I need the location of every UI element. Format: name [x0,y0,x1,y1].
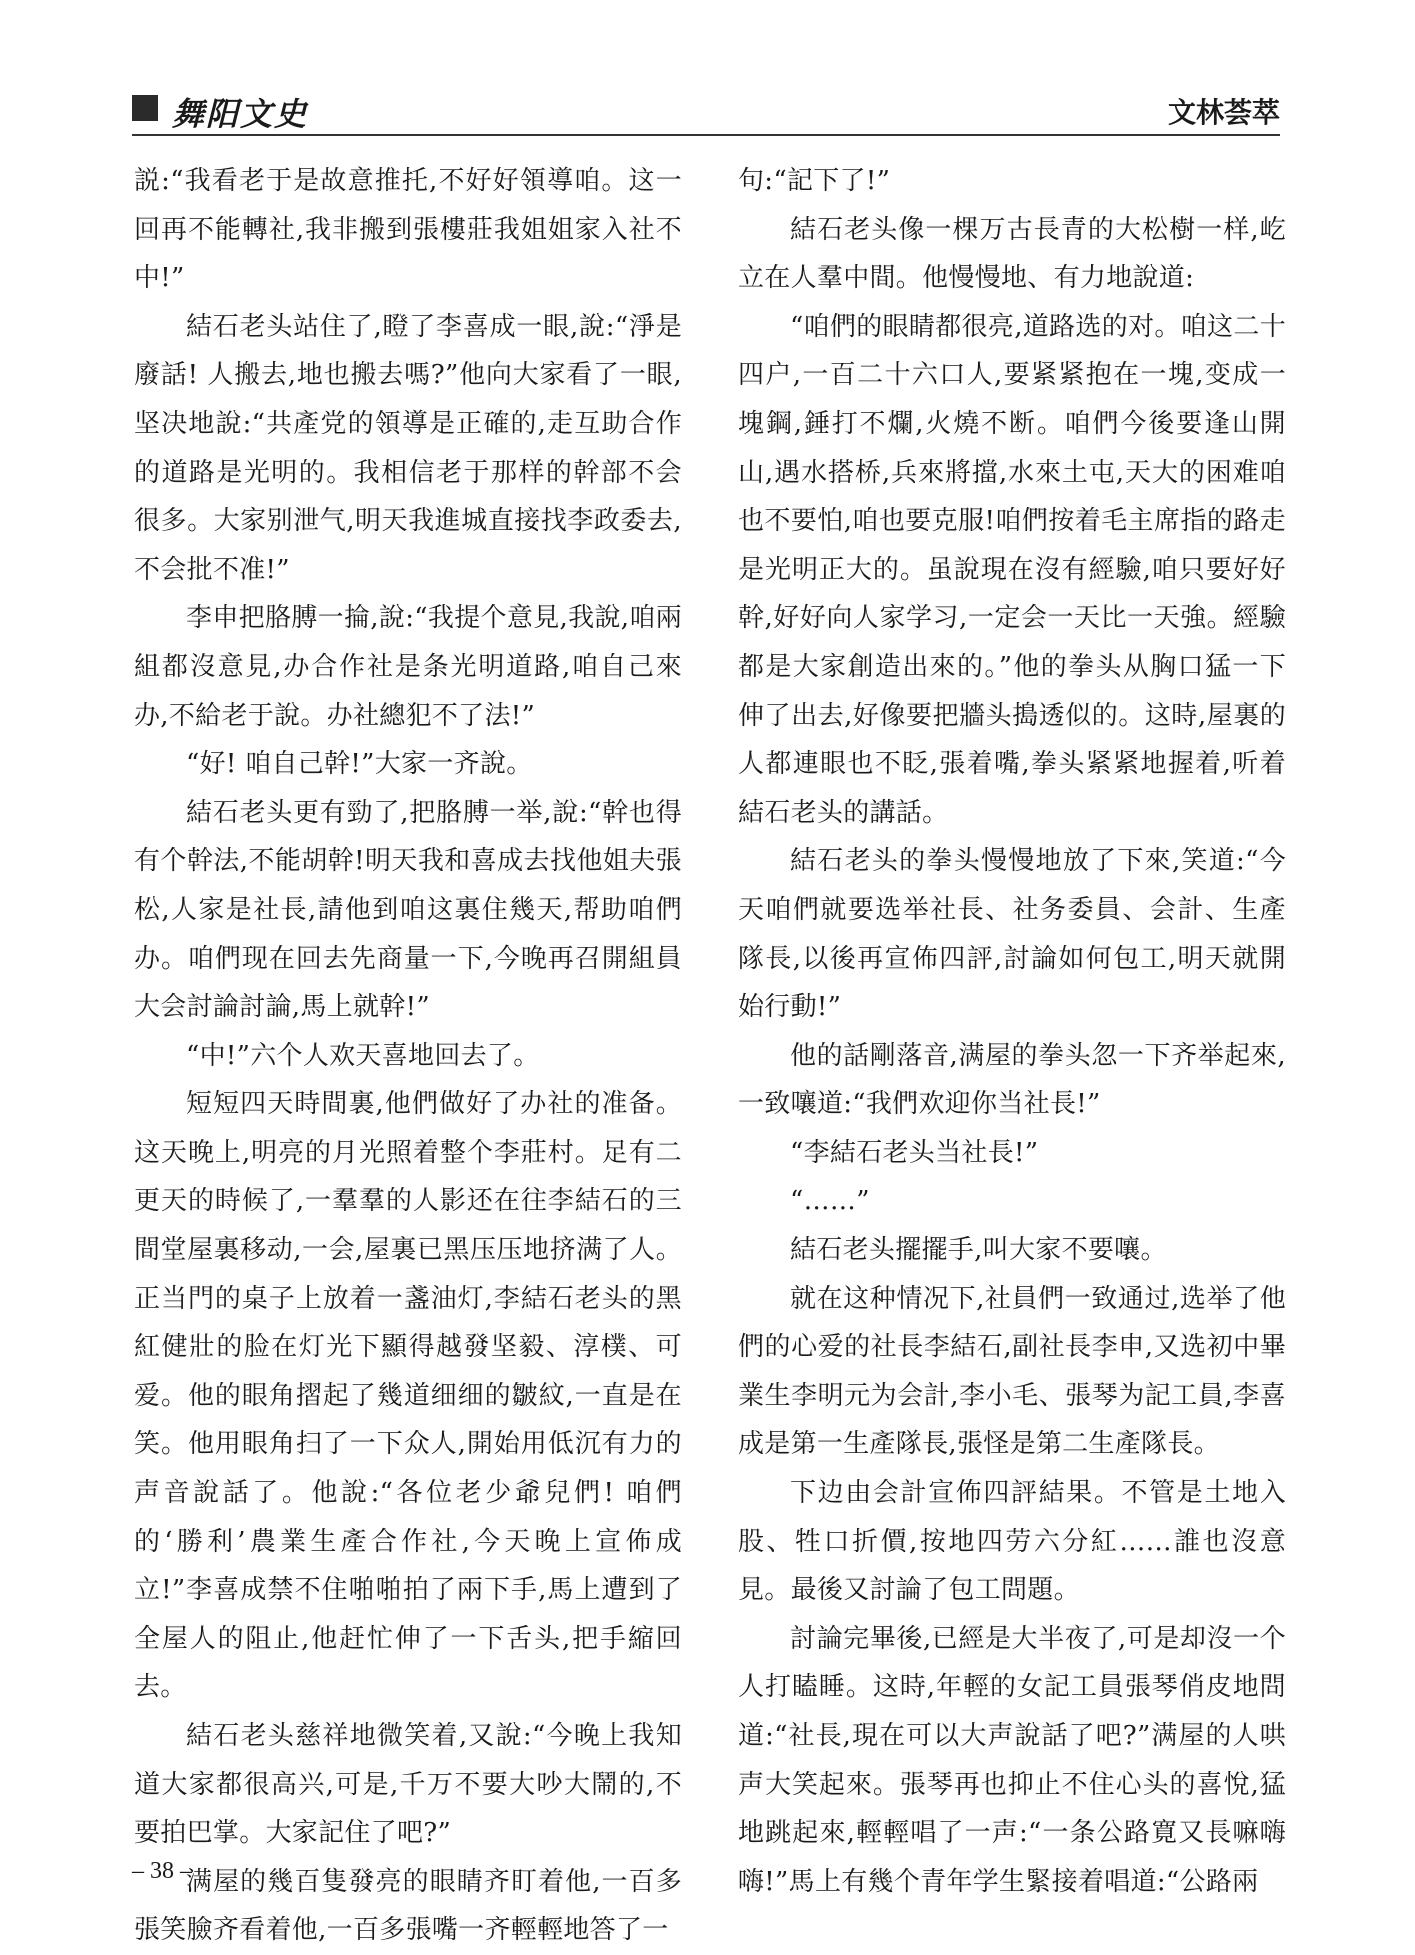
paragraph: 結石老头像一棵万古長青的大松樹一样,屹立在人羣中間。他慢慢地、有力地說道: [738,214,1286,294]
paragraph: 满屋的幾百隻發亮的眼睛齐盯着他,一百多張笑臉齐看着他,一百多張嘴一齐輕輕地答了一 [134,1866,682,1946]
paragraph: 結石老头擺擺手,叫大家不要嚷。 [790,1235,1167,1266]
paragraph: 句:“記下了!” [738,166,891,196]
paragraph: 結石老头的拳头慢慢地放了下來,笑道:“今天咱們就要选举社長、社务委員、会計、生產隊長,以後再宣佈四評,討論如何包工,明天就開始行動!” [738,846,1286,1023]
header-square-icon [132,95,158,121]
left-column [134,157,682,1955]
page-header [132,93,1280,133]
paragraph: “咱們的眼睛都很亮,道路选的对。咱这二十四户,一百二十六口人,要紧紧抱在一塊,变成一塊鋼,錘打不爛,火燒不断。咱們今後要逢山開山,遇水搭桥,兵來將擋,水來土屯,天大的困难咱也不要怕,咱也要克服!咱們按着毛主席指的路走是光明正大的。虽說現在沒有經驗,咱只要好好幹,好好向人家学习,一定会一天比一天強。經驗都是大家創造出來的。”他的拳头从胸口猛一下伸了出去,好像要把牆头搗透似的。这時,屋裏的人都連眼也不眨,張着嘴,拳头紧紧地握着,听着結石老头的講話。 [738,311,1286,828]
paragraph: 説:“我看老于是故意推托,不好好領導咱。这一回再不能轉社,我非搬到張樓莊我姐姐家入社不中!” [134,166,682,294]
paragraph: 短短四天時間裏,他們做好了办社的准备。这天晚上,明亮的月光照着整个李莊村。足有二更天的時候了,一羣羣的人影还在往李結石的三間堂屋裏移动,一会,屋裏已黑压压地挤满了人。正当門的桌子上放着一盞油灯,李結石老头的黑紅健壯的脸在灯光下顯得越發坚毅、淳樸、可爱。他的眼角摺起了幾道细细的皺紋,一直是在笑。他用眼角扫了一下众人,開始用低沉有力的声音說話了。他說:“各位老少爺兒們! 咱們的‘勝利’農業生產合作社,今天晚上宣佈成立!”李喜成禁不住啪啪拍了兩下手,馬上遭到了全屋人的阻止,他赶忙伸了一下舌头,把手縮回去。 [134,1089,682,1703]
paragraph: 結石老头更有勁了,把胳膊一举,說:“幹也得有个幹法,不能胡幹!明天我和喜成去找他姐夫張松,人家是社長,請他到咱这裏住幾天,帮助咱們办。咱們现在回去先商量一下,今晚再召開組員大会討論討論,馬上就幹!” [134,797,682,1023]
paragraph: 結石老头慈祥地微笑着,又說:“今晚上我知道大家都很高兴,可是,千万不要大吵大鬧的,不要拍巴掌。大家記住了吧?” [134,1721,682,1849]
section-title: 文林荟萃 [1167,96,1280,129]
paragraph: 他的話剛落音,满屋的拳头忽一下齐举起來,一致嚷道:“我們欢迎你当社長!” [738,1040,1286,1120]
paragraph: 李申把胳膊一掄,說:“我提个意見,我說,咱兩組都沒意見,办合作社是条光明道路,咱自己來办,不給老于說。办社總犯不了法!” [134,603,682,731]
paragraph: 討論完畢後,已經是大半夜了,可是却沒一个人打瞌睡。这時,年輕的女記工員張琴俏皮地問道:“社長,現在可以大声說話了吧?”满屋的人哄声大笑起來。張琴再也抑止不住心头的喜悅,猛地跳起來,輕輕唱了一声:“一条公路寛又長嘛嗨嗨!”馬上有幾个青年学生緊接着唱道:“公路兩 [738,1623,1286,1897]
paragraph: “李結石老头当社長!” [790,1137,1039,1168]
paragraph: 就在这种情况下,社員們一致通过,选举了他們的心爱的社長李結石,副社長李申,又选初中畢業生李明元为会計,李小毛、張琴为記工員,李喜成是第一生產隊長,張怪是第二生產隊長。 [738,1283,1286,1460]
paragraph: “中!”六个人欢天喜地回去了。 [186,1040,540,1071]
page-number: – 38 – [132,1858,192,1884]
right-column [738,157,1286,1906]
paragraph: “……” [790,1186,870,1217]
paragraph: 下边由会計宣佈四評結果。不管是土地入股、牲口折價,按地四劳六分紅……誰也沒意見。最後又討論了包工問題。 [738,1478,1286,1606]
paragraph: “好! 咱自己幹!”大家一齐說。 [186,749,533,780]
journal-title: 舞阳文史 [172,95,309,133]
header-divider [132,134,1280,136]
paragraph: 結石老头站住了,瞪了李喜成一眼,說:“淨是廢話! 人搬去,地也搬去嗎?”他向大家看了一眼,坚决地說:“共產党的領導是正確的,走互助合作的道路是光明的。我相信老于那样的幹部不会很多。大家别泄气,明天我進城直接找李政委去,不会批不准!” [134,311,682,585]
